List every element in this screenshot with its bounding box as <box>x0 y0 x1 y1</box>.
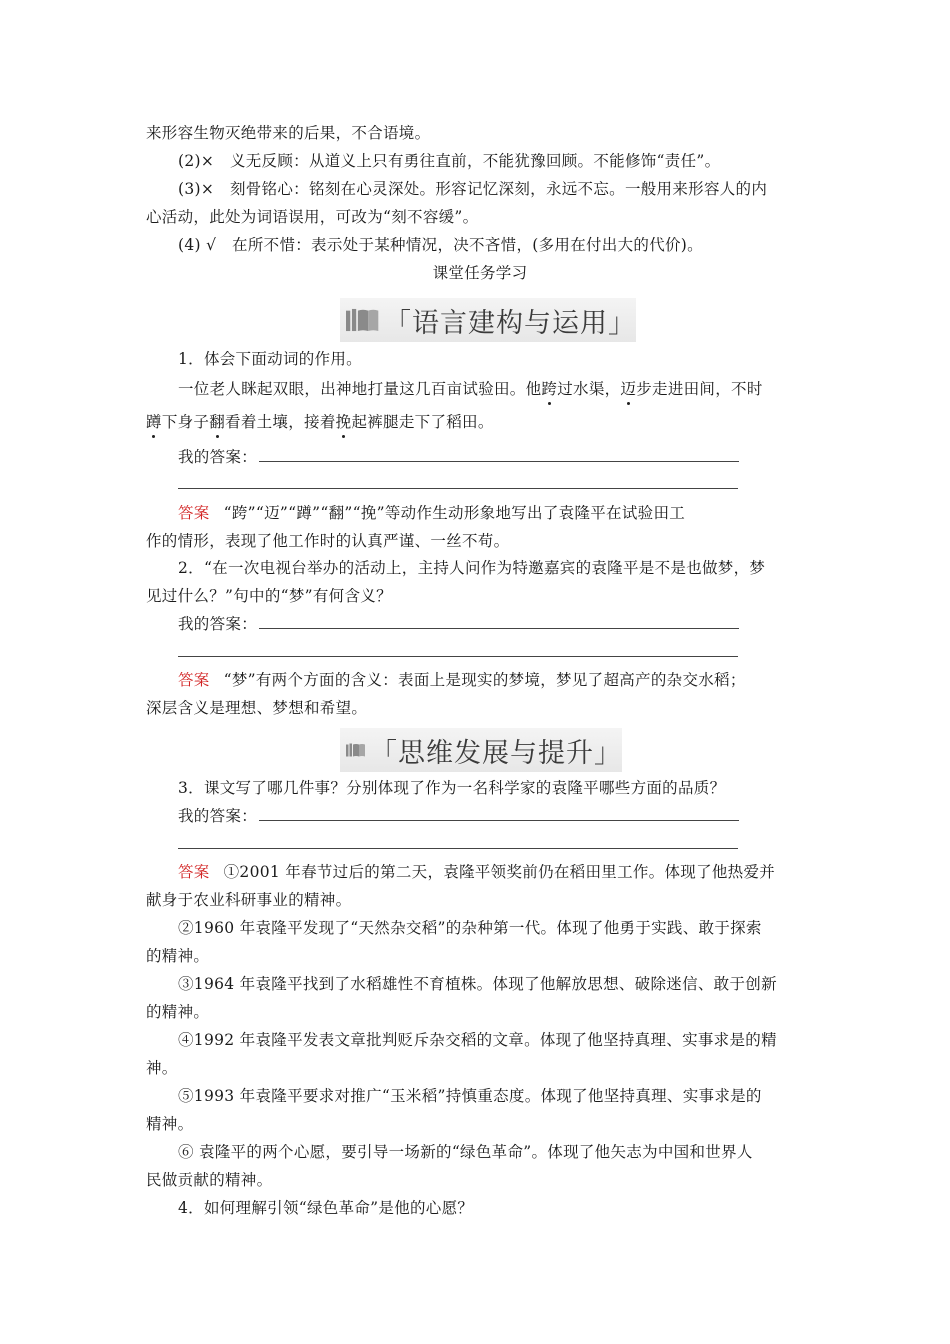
text-line: 见过什么？”句中的“梦”有何含义？ <box>146 587 392 605</box>
text-line: 的精神。 <box>146 947 210 965</box>
answer-blank-line[interactable] <box>178 656 738 657</box>
text-line: ⑥ 袁隆平的两个心愿，要引导一场新的“绿色革命”。体现了他矢志为中国和世界人 <box>178 1143 753 1161</box>
answer-blank[interactable] <box>259 614 739 629</box>
banner-title: 「语言建构与运用」 <box>384 307 636 339</box>
answer-field-line: 我的答案： <box>178 614 814 634</box>
text-line: ③1964 年袁隆平找到了水稻雄性不育植株。体现了他解放思想、破除迷信、敢于创新 <box>178 975 777 993</box>
text-line: 作的情形，表现了他工作时的认真严谨、一丝不苟。 <box>146 532 510 550</box>
banner-title: 「思维发展与提升」 <box>370 737 622 769</box>
text-line: 精神。 <box>146 1115 194 1133</box>
text-line: ⑤1993 年袁隆平要求对推广“玉米稻”持慎重态度。体现了他坚持真理、实事求是的 <box>178 1087 762 1105</box>
answer-blank[interactable] <box>259 447 739 462</box>
text-line: ②1960 年袁隆平发现了“天然杂交稻”的杂种第一代。体现了他勇于实践、敢于探索 <box>178 919 762 937</box>
text-line: 民做贡献的精神。 <box>146 1171 273 1189</box>
question-title: 4．如何理解引领“绿色革命”是他的心愿？ <box>178 1199 474 1217</box>
answer-line: 答案 ①2001 年春节过后的第二天，袁隆平领奖前仍在稻田里工作。体现了他热爱并 <box>178 863 776 881</box>
text-line: ④1992 年袁隆平发表文章批判贬斥杂交稻的文章。体现了他坚持真理、实事求是的精 <box>178 1031 777 1049</box>
answer-line: 答案 “梦”有两个方面的含义：表面上是现实的梦境，梦见了超高产的杂交水稻； <box>178 671 746 689</box>
answer-field-line: 我的答案： <box>178 447 814 467</box>
text-line: 献身于农业科研事业的精神。 <box>146 891 352 909</box>
question-title: 1．体会下面动词的作用。 <box>178 350 362 368</box>
question-title: 2．“在一次电视台举办的活动上，主持人问作为特邀嘉宾的袁隆平是不是也做梦，梦 <box>178 559 766 577</box>
text-line: 来形容生物灭绝带来的后果，不合语境。 <box>146 124 431 142</box>
answer-label: 答案 <box>178 863 210 881</box>
text-line: 心活动，此处为词语误用，可改为“刻不容缓”。 <box>146 208 479 226</box>
open-book-icon <box>346 735 366 765</box>
answer-line: 答案 “跨”“迈”“蹲”“翻”“挽”等动作生动形象地写出了袁隆平在试验田工 <box>178 504 686 522</box>
text-line: (2)× 义无反顾：从道义上只有勇往直前，不能犹豫回顾。不能修饰“责任”。 <box>178 152 721 170</box>
text-line: (3)× 刻骨铭心：铭刻在心灵深处。形容记忆深刻，永远不忘。一般用来形容人的内 <box>178 180 768 198</box>
section-banner-language <box>340 298 636 342</box>
text-line: 的精神。 <box>146 1003 210 1021</box>
answer-blank-line[interactable] <box>178 848 738 849</box>
answer-label: 答案 <box>178 504 210 522</box>
text-line: 一位老人眯起双眼，出神地打量这几百亩试验田。他跨过水渠，迈步走进田间，不时 <box>178 380 763 398</box>
open-book-icon <box>346 305 380 335</box>
text-line: 深层含义是理想、梦想和希望。 <box>146 699 368 717</box>
text-line: 神。 <box>146 1059 178 1077</box>
answer-blank-line[interactable] <box>178 488 738 489</box>
section-banner-thinking <box>340 728 622 772</box>
answer-label: 答案 <box>178 671 210 689</box>
text-line: (4) √ 在所不惜：表示处于某种情况，决不吝惜，(多用在付出大的代价)。 <box>178 236 703 254</box>
section-title: 课堂任务学习 <box>432 264 528 282</box>
question-title: 3．课文写了哪几件事？分别体现了作为一名科学家的袁隆平哪些方面的品质？ <box>178 779 726 797</box>
answer-field-line: 我的答案： <box>178 806 814 826</box>
answer-blank[interactable] <box>259 806 739 821</box>
text-line: 蹲下身子翻看着土壤，接着挽起裤腿走下了稻田。 <box>146 413 494 431</box>
